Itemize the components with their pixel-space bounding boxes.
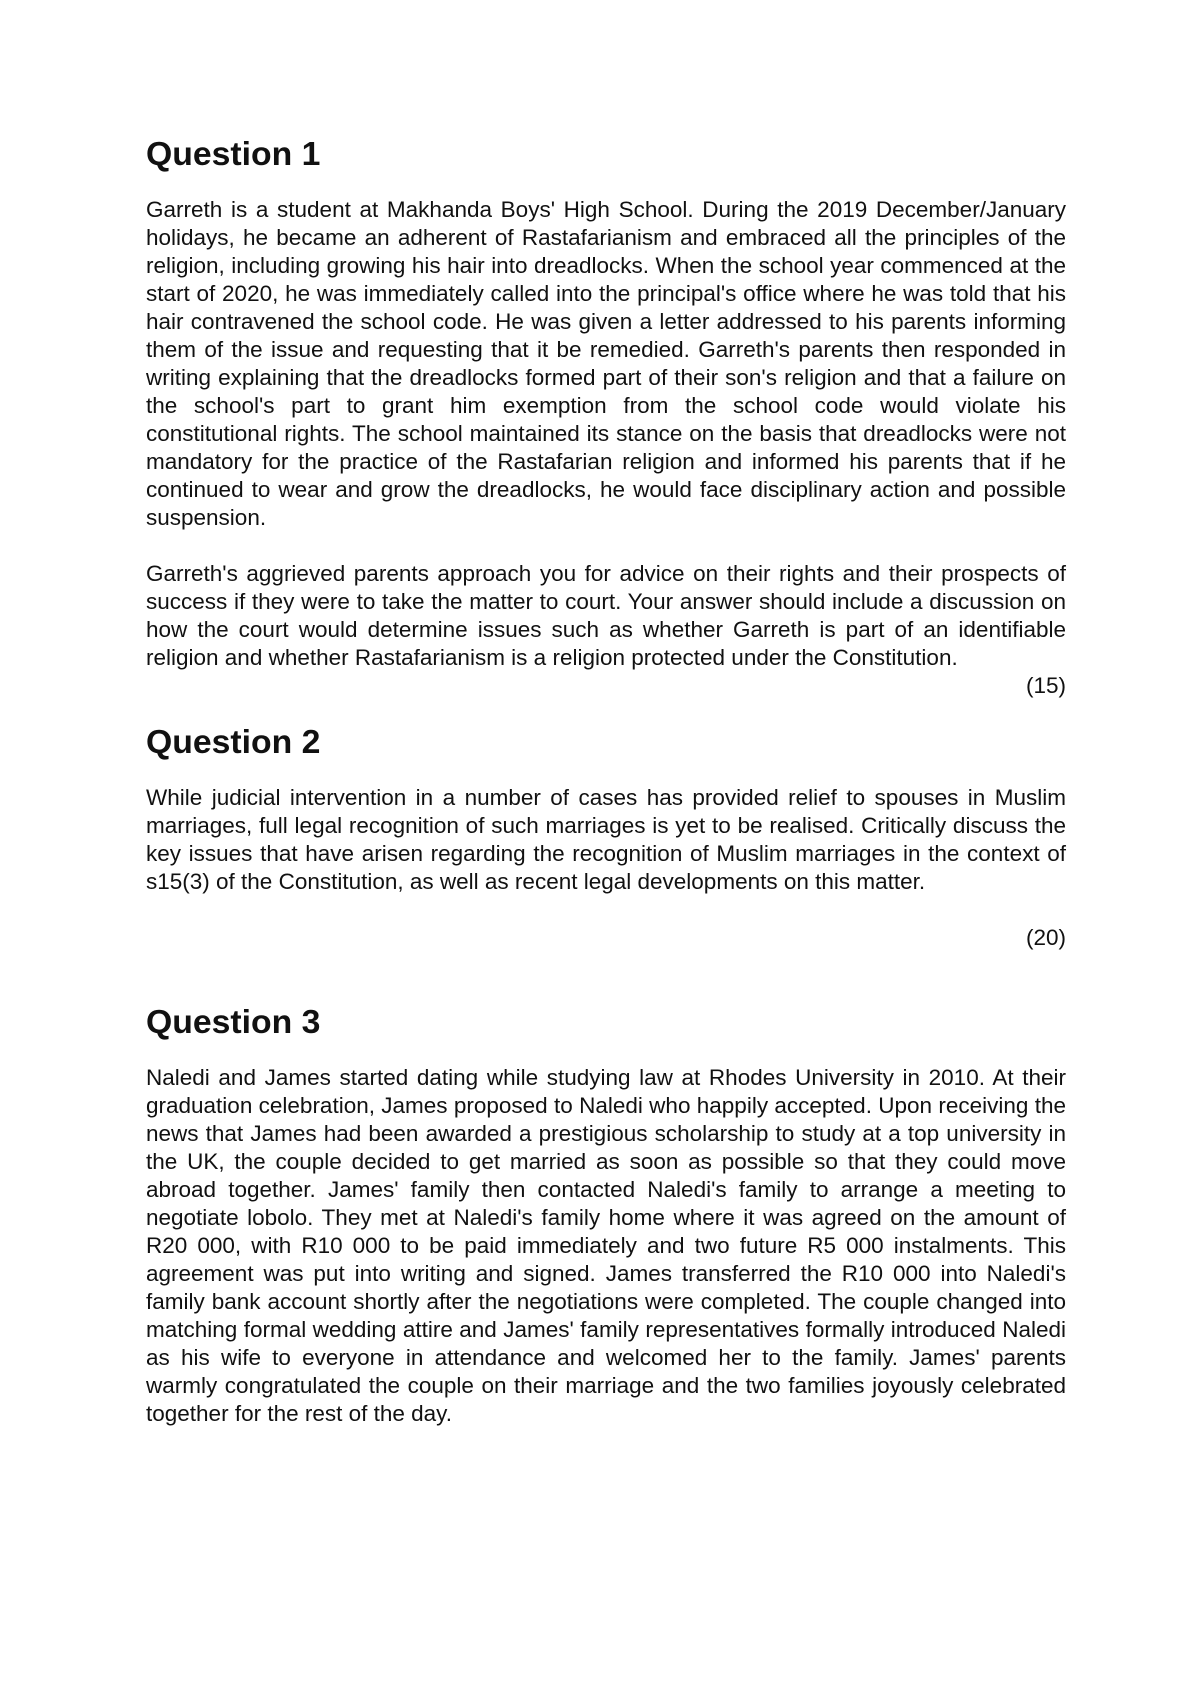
question-2-paragraph-1: While judicial intervention in a number of cases has provided relief to spouses in Muslim marriages, full legal recognition of such marriages is yet to be realised. Critically discuss the key issues that have arisen regarding the recognition of Muslim marriages in the context of s15(3) of the Constitution, as well as recent legal developments on this matter.	[146, 785, 1066, 894]
question-2-heading: Question 2	[146, 723, 321, 761]
question-1-heading: Question 1	[146, 135, 321, 173]
question-3-heading: Question 3	[146, 1003, 321, 1041]
question-1-paragraph-2: Garreth's aggrieved parents approach you for advice on their rights and their prospects of success if they were to take the matter to court. Your answer should include a discussion on how the court would determine issues such as whether Garreth is part of an identifiable religion and whether Rastafarianism is a religion protected under the Constitution.	[146, 561, 1066, 670]
question-2	[146, 723, 1066, 952]
question-1-paragraph-1: Garreth is a student at Makhanda Boys' High School. During the 2019 December/January holidays, he became an adherent of Rastafarianism and embraced all the principles of the religion, including growing his hair into dreadlocks. When the school year commenced at the start of 2020, he was immediately called into the principal's office where he was told that his hair contravened the school code. He was given a letter addressed to his parents informing them of the issue and requesting that it be remedied. Garreth's parents then responded in writing explaining that the dreadlocks formed part of their son's religion and that a failure on the school's part to grant him exemption from the school code would violate his constitutional rights. The school maintained its stance on the basis that dreadlocks were not mandatory for the practice of the Rastafarian religion and informed his parents that if he continued to wear and grow the dreadlocks, he would face disciplinary action and possible suspension.	[146, 197, 1066, 530]
question-2-marks: (20)	[1025, 925, 1066, 950]
document-page	[146, 135, 1066, 1428]
question-1	[146, 135, 1066, 700]
question-3-paragraph-1: Naledi and James started dating while studying law at Rhodes University in 2010. At their graduation celebration, James proposed to Naledi who happily accepted. Upon receiving the news that James had been awarded a prestigious scholarship to study at a top university in the UK, the couple decided to get married as soon as possible so that they could move abroad together. James' family then contacted Naledi's family to arrange a meeting to negotiate lobolo. They met at Naledi's family home where it was agreed on the amount of R20 000, with R10 000 to be paid immediately and two future R5 000 instalments. This agreement was put into writing and signed. James transferred the R10 000 into Naledi's family bank account shortly after the negotiations were completed. The couple changed into matching formal wedding attire and James' family representatives formally introduced Naledi as his wife to everyone in attendance and welcomed her to the family. James' parents warmly congratulated the couple on their marriage and the two families joyously celebrated together for the rest of the day.	[146, 1065, 1066, 1426]
question-1-marks: (15)	[1025, 673, 1066, 698]
question-3	[146, 1003, 1066, 1428]
